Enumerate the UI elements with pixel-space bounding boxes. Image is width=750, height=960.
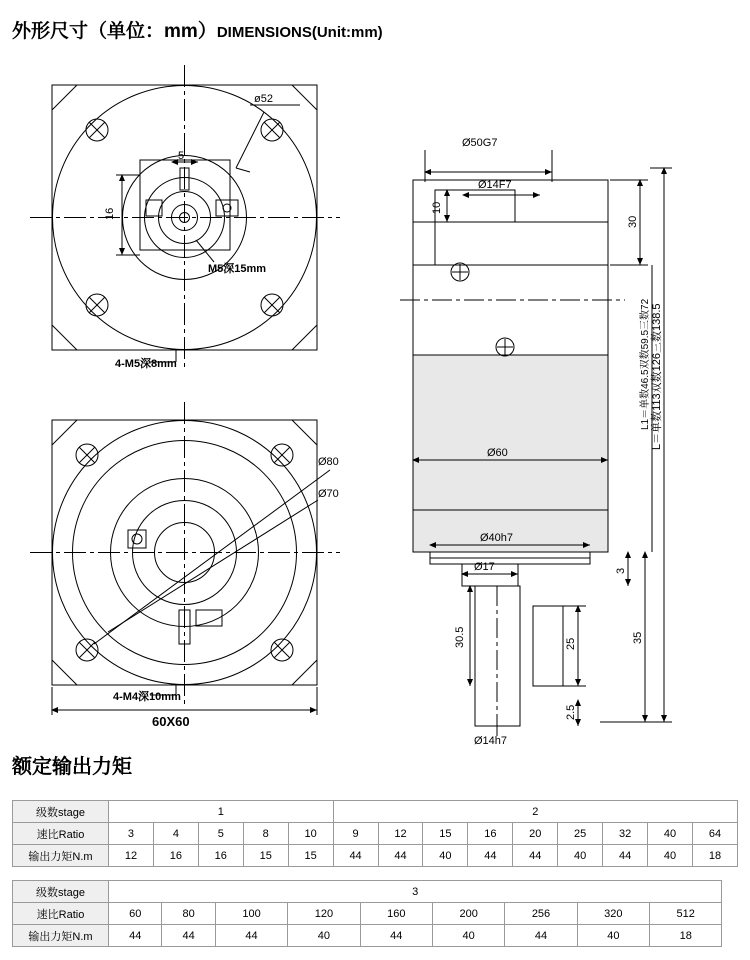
label-m5-15: M5深15mm	[208, 263, 267, 275]
table-cell: 64	[692, 823, 737, 845]
table-cell: 15	[423, 823, 468, 845]
table-cell: 16	[198, 845, 243, 867]
table-cell: 44	[378, 845, 423, 867]
row-header: 速比Ratio	[13, 823, 109, 845]
label-d40h7: Ø40h7	[480, 532, 514, 544]
dimensions-title-en: DIMENSIONS(Unit:mm)	[216, 24, 383, 41]
table-cell: 40	[432, 925, 504, 947]
label-60x60: 60X60	[152, 714, 190, 729]
table-row	[13, 823, 738, 845]
row-header: 输出力矩N.m	[13, 925, 109, 947]
table-cell: 40	[648, 845, 693, 867]
dimensions-title-cn: 外形尺寸（单位：	[12, 21, 165, 42]
table-cell: 320	[577, 903, 649, 925]
table-row	[13, 881, 738, 903]
row-header: 速比Ratio	[13, 903, 109, 925]
label-d50g7: Ø50G7	[462, 137, 498, 149]
table-cell: 100	[215, 903, 287, 925]
table-cell: 44	[162, 925, 215, 947]
table-cell: 256	[505, 903, 577, 925]
table-cell: 200	[432, 903, 504, 925]
table-row	[13, 925, 738, 947]
table-cell: 4	[153, 823, 198, 845]
label-10: 10	[431, 201, 443, 214]
label-30-5: 30.5	[454, 626, 466, 648]
table-cell: 15	[243, 845, 288, 867]
label-L1: L1＝单数46.5双数59.5三数72	[640, 298, 651, 430]
label-d70: Ø70	[318, 488, 339, 500]
label-4m5-8: 4-M5深8mm	[115, 358, 177, 370]
table-cell: 8	[243, 823, 288, 845]
label-d14h7: Ø14h7	[474, 735, 508, 747]
label-4m4-10: 4-M4深10mm	[113, 691, 181, 703]
table-row	[13, 845, 738, 867]
table-cell: 120	[288, 903, 360, 925]
table-cell: 18	[692, 845, 737, 867]
table-cell: 44	[333, 845, 378, 867]
page-title-torque: 额定输出力矩	[12, 756, 132, 778]
table-row	[13, 903, 738, 925]
table-cell: 44	[603, 845, 648, 867]
table-cell-empty	[722, 903, 738, 925]
table-cell-empty	[722, 925, 738, 947]
label-16: 16	[104, 207, 116, 220]
table-cell: 60	[109, 903, 162, 925]
label-3: 3	[615, 567, 627, 574]
table-cell: 12	[109, 845, 154, 867]
torque-table-1-wrap	[12, 800, 738, 867]
table-cell: 32	[603, 823, 648, 845]
table-cell: 3	[109, 823, 154, 845]
label-2-5: 2.5	[565, 704, 577, 720]
row-header: 级数stage	[13, 881, 109, 903]
table-cell: 18	[650, 925, 722, 947]
table-cell: 25	[558, 823, 603, 845]
label-5: 5	[178, 150, 185, 162]
row-header: 级数stage	[13, 801, 109, 823]
table-cell: 44	[505, 925, 577, 947]
table-cell-empty	[722, 881, 738, 903]
table-cell: 16	[153, 845, 198, 867]
torque-table-2	[12, 880, 738, 947]
label-d14f7: Ø14F7	[478, 179, 512, 191]
table-cell: 5	[198, 823, 243, 845]
label-d52: ø52	[254, 93, 273, 105]
label-d60: Ø60	[487, 447, 508, 459]
dimensions-title-unit: mm	[164, 21, 198, 42]
label-L: L＝单数113双数126三数138.5	[651, 303, 663, 450]
label-25: 25	[565, 637, 577, 650]
technical-drawing	[0, 50, 750, 747]
label-35: 35	[632, 631, 644, 644]
row-header: 输出力矩N.m	[13, 845, 109, 867]
label-30: 30	[627, 215, 639, 228]
label-d17: Ø17	[474, 561, 495, 573]
label-d80: Ø80	[318, 456, 339, 468]
table-cell: 9	[333, 823, 378, 845]
table-cell: 15	[288, 845, 333, 867]
table-cell: 80	[162, 903, 215, 925]
table-cell: 160	[360, 903, 432, 925]
torque-table-1	[12, 800, 738, 867]
table-cell: 44	[513, 845, 558, 867]
page-title-dimensions	[12, 16, 383, 43]
table-cell: 16	[468, 823, 513, 845]
table-cell: 40	[558, 845, 603, 867]
table-cell: 40	[648, 823, 693, 845]
table-cell: 44	[360, 925, 432, 947]
table-cell: 3	[109, 881, 722, 903]
table-cell: 44	[109, 925, 162, 947]
dimensions-title-cn-close: ）	[197, 21, 217, 42]
table-cell: 40	[423, 845, 468, 867]
table-cell: 20	[513, 823, 558, 845]
table-cell: 12	[378, 823, 423, 845]
table-cell: 40	[288, 925, 360, 947]
table-cell: 44	[215, 925, 287, 947]
table-row	[13, 801, 738, 823]
table-cell: 10	[288, 823, 333, 845]
table-cell: 40	[577, 925, 649, 947]
table-cell: 512	[650, 903, 722, 925]
table-cell: 1	[109, 801, 334, 823]
table-cell: 2	[333, 801, 737, 823]
table-cell: 44	[468, 845, 513, 867]
torque-table-2-wrap	[12, 880, 738, 947]
